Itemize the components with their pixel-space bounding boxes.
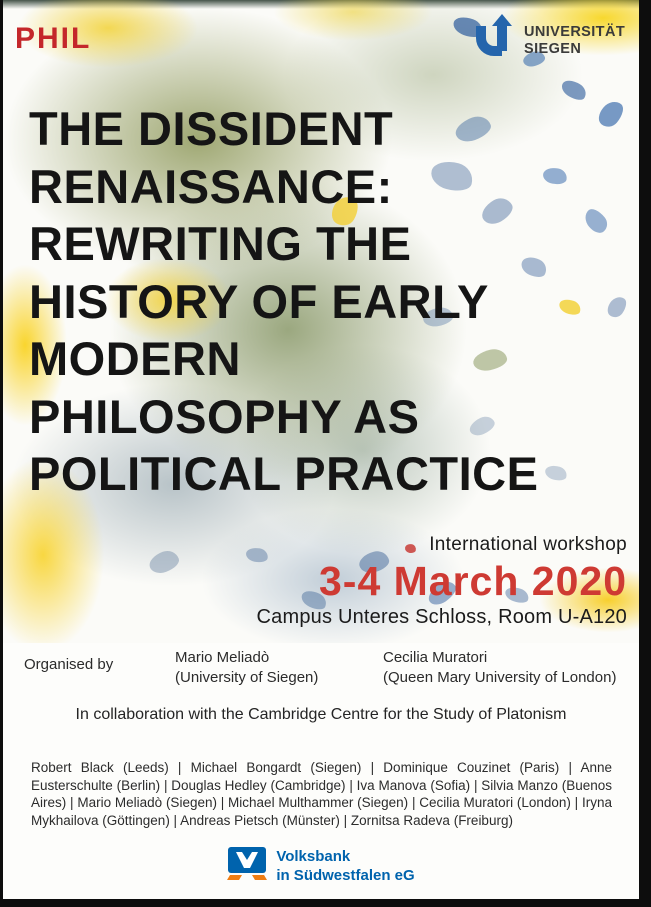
paint-dab — [544, 463, 569, 482]
volksbank-line1: Volksbank — [276, 848, 351, 865]
organiser-affiliation: (Queen Mary University of London) — [383, 668, 617, 686]
workshop-poster — [3, 0, 639, 899]
workshop-type: International workshop — [429, 534, 627, 555]
university-siegen-logo — [471, 13, 625, 64]
organiser-1 — [175, 648, 318, 687]
title-line: RENAISSANCE: — [29, 159, 393, 213]
poster-title — [29, 100, 538, 503]
volksbank-wordmark — [276, 848, 414, 885]
title-line: MODERN — [29, 332, 241, 385]
collaboration-note: In collaboration with the Cambridge Centre for the Study of Platonism — [75, 706, 567, 723]
paint-dab — [581, 205, 612, 236]
event-date: 3-4 March 2020 — [318, 558, 627, 604]
paint-dab — [557, 297, 582, 318]
title-line: POLITICAL PRACTICE — [29, 447, 539, 500]
phil-logo: PHIL — [15, 22, 92, 55]
participants-list: Robert Black (Leeds) | Michael Bongardt (Siegen) | Dominique Couzinet (Paris) | Anne Eusterschulte (Berlin) | Douglas Hedley (Cambridge) | Iva Manova (Sofia) | Silvia Manzo (Buenos Aires) | Mario Meliadò (Siegen) | Michael Multhammer (Siegen) | Cecilia Muratori (London) | Iryna Mykhailova (Göttingen) | Andreas Pietsch (Münster) | Zornitsa Radeva (Freiburg) — [31, 760, 612, 828]
university-siegen-wordmark — [524, 24, 625, 57]
paint-dab — [146, 547, 181, 576]
university-line2: SIEGEN — [524, 40, 582, 57]
event-details — [257, 534, 627, 629]
title-line: REWRITING THE — [29, 217, 412, 270]
organiser-2 — [383, 648, 616, 687]
organiser-name: Mario Meliadò — [175, 649, 270, 666]
siegen-u-arrow-icon — [471, 13, 517, 64]
title-line: THE DISSIDENT — [29, 102, 394, 155]
organiser-name: Cecilia Muratori — [383, 649, 488, 666]
sponsor-volksbank — [3, 847, 639, 888]
paint-dab — [542, 166, 568, 186]
volksbank-line2: in Südwestfalen eG — [276, 866, 415, 884]
organiser-affiliation: (University of Siegen) — [175, 668, 319, 686]
paint-dab — [559, 77, 590, 104]
paint-dab — [604, 293, 630, 320]
volksbank-logo-icon — [227, 847, 267, 888]
title-line: PHILOSOPHY AS — [29, 389, 420, 443]
university-line1: UNIVERSITÄT — [524, 24, 626, 40]
event-venue: Campus Unteres Schloss, Room U-A120 — [256, 606, 627, 628]
organised-by-label: Organised by — [24, 656, 114, 673]
paint-artwork — [3, 0, 639, 643]
paint-dab — [594, 97, 627, 131]
title-line: HISTORY OF EARLY — [29, 274, 489, 328]
